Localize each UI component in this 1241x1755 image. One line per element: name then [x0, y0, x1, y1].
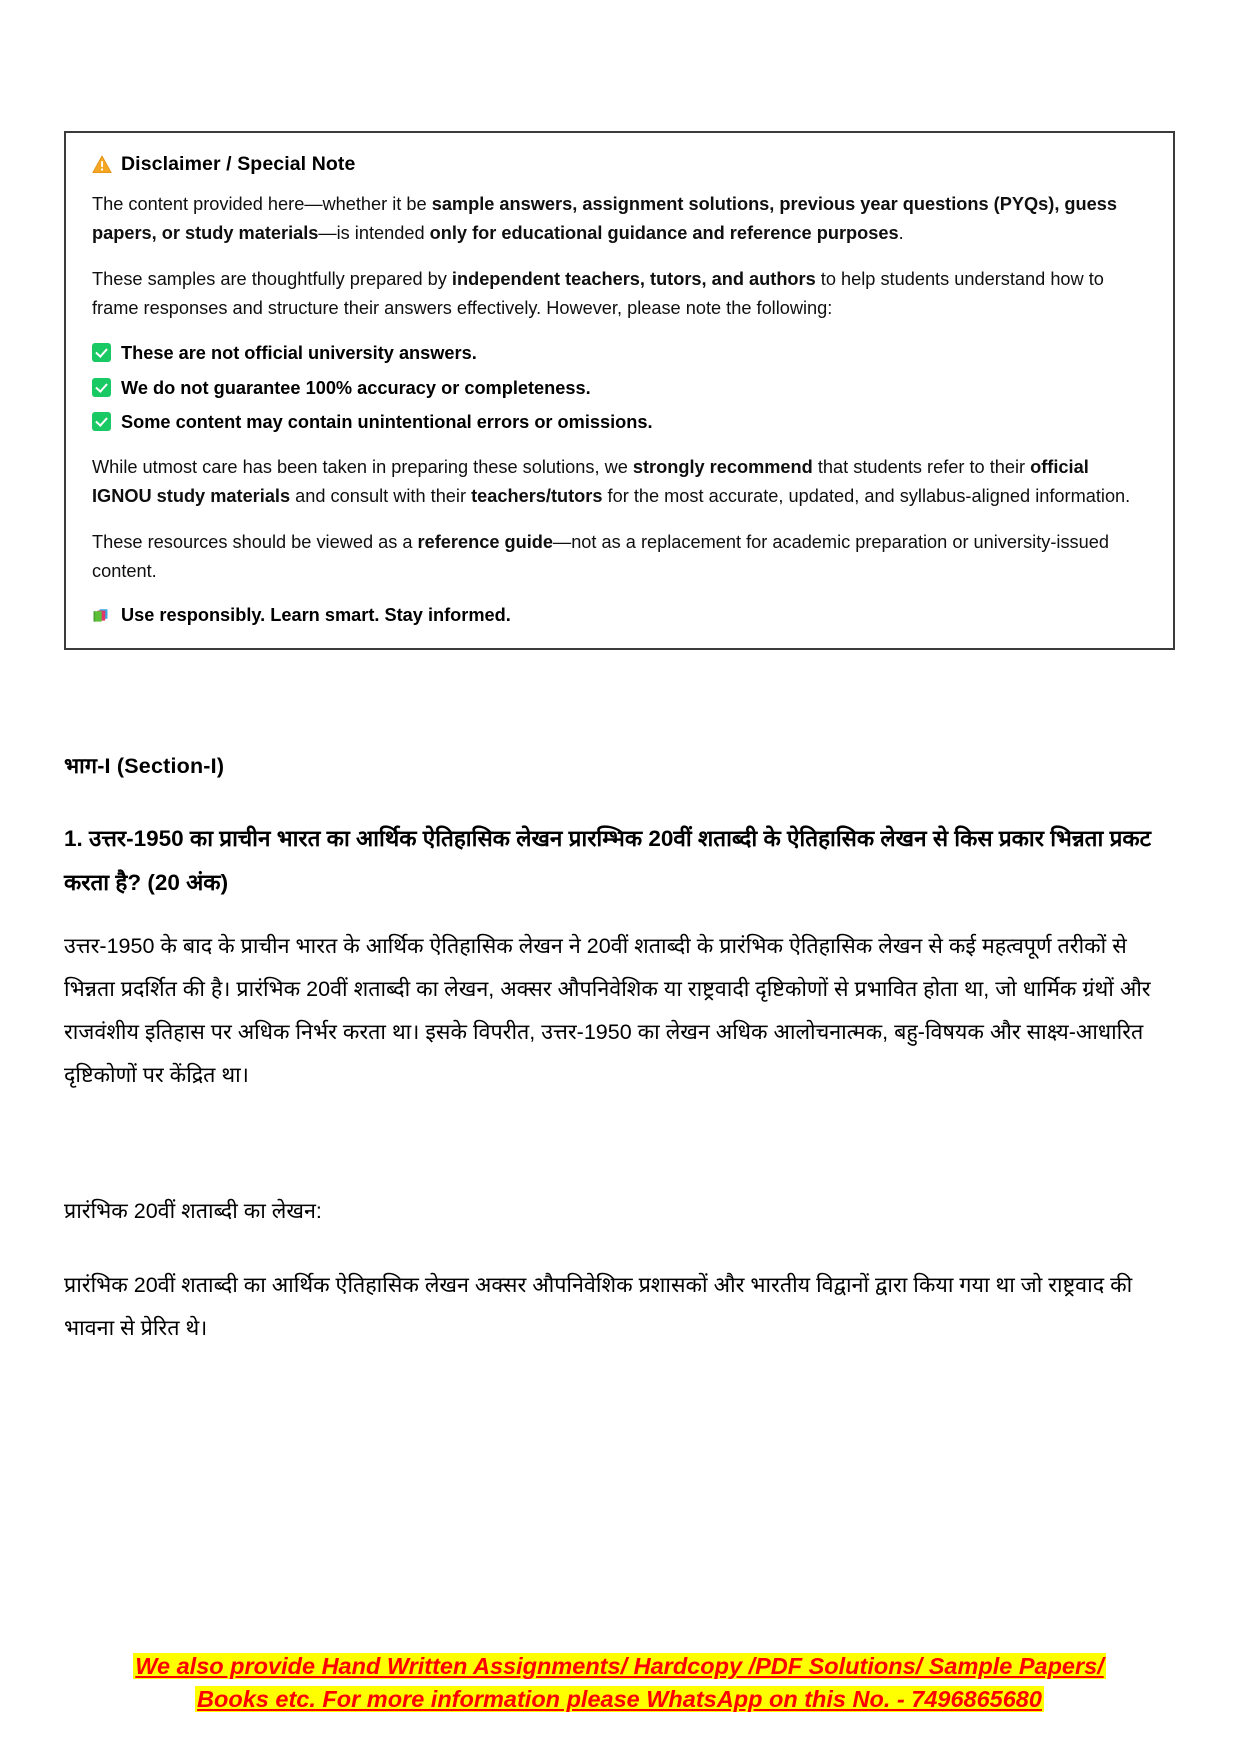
- section-heading: भाग-I (Section-I): [64, 754, 225, 778]
- disclaimer-paragraph-2: [92, 265, 1147, 324]
- disclaimer-paragraph-3: [92, 453, 1147, 512]
- disclaimer-title-text: Disclaimer / Special Note: [121, 153, 356, 175]
- p3-seg4: for the most accurate, updated, and syllabus-aligned information.: [602, 486, 1131, 507]
- list-item: [92, 375, 1147, 403]
- promo-banner-line-1: [64, 1650, 1175, 1683]
- p1-seg1: The content provided here—whether it be: [92, 194, 432, 214]
- p1-bold1: sample answers, assignment solutions, previous year questions (PYQs), guess papers, or study materials: [92, 194, 1117, 244]
- p3-bold2: official IGNOU study materials: [92, 456, 1089, 507]
- disclaimer-box: [64, 131, 1175, 650]
- p4-seg1: These resources should be viewed as a: [92, 531, 418, 552]
- list-item: [92, 409, 1147, 437]
- question-number: 1.: [64, 826, 83, 851]
- check-mark-icon: [92, 412, 111, 431]
- books-icon: [92, 606, 112, 625]
- p2-seg2: to help students understand how to frame responses and structure their answers effectively. However, please note the following:: [92, 268, 1104, 319]
- promo-banner-text-2: Books etc. For more information please WhatsApp on this No. - 7496865680: [197, 1686, 1042, 1713]
- p1-seg2: —is intended: [318, 223, 430, 244]
- checklist-label: Some content may contain unintentional errors or omissions.: [121, 412, 653, 433]
- promo-banner-text-1: We also provide Hand Written Assignments/ Hardcopy /PDF Solutions/ Sample Papers/: [135, 1653, 1104, 1679]
- warning-triangle-icon: [92, 155, 112, 174]
- question-marks-close: ): [220, 869, 229, 895]
- disclaimer-closing-text: Use responsibly. Learn smart. Stay informed.: [121, 604, 511, 625]
- disclaimer-paragraph-1: [92, 190, 1147, 249]
- p3-bold1: strongly recommend: [632, 456, 813, 477]
- p2-seg1: These samples are thoughtfully prepared by: [92, 268, 452, 289]
- p4-bold1: reference guide: [417, 531, 553, 552]
- p3-seg2: that students refer to their: [812, 456, 1031, 477]
- answer-subheading-1: प्रारंभिक 20वीं शताब्दी का लेखन:: [64, 1199, 322, 1223]
- list-item: [92, 340, 1147, 368]
- p3-seg1: While utmost care has been taken in preparing these solutions, we: [92, 456, 633, 477]
- disclaimer-paragraph-4: [92, 528, 1147, 587]
- promo-banner-line-2: [64, 1683, 1175, 1716]
- question-text: उत्तर-1950 का प्राचीन भारत का आर्थिक ऐतिहासिक लेखन प्रारम्भिक 20वीं शताब्दी के ऐतिहासिक लेखन से किस प्रकार भिन्नता प्रकट करता है? (20 अंक: [64, 826, 1152, 895]
- p3-seg3: and consult with their: [290, 486, 472, 507]
- check-mark-icon: [92, 343, 111, 362]
- p1-seg3: .: [898, 223, 904, 244]
- promo-banner: [64, 1650, 1175, 1717]
- question-heading: [64, 817, 1174, 905]
- disclaimer-checklist: [92, 340, 1147, 437]
- checklist-label: These are not official university answers.: [121, 342, 477, 363]
- p4-seg2: —not as a replacement for academic preparation or university-issued content.: [92, 531, 1109, 582]
- checklist-label: We do not guarantee 100% accuracy or completeness.: [121, 377, 591, 398]
- check-mark-icon: [92, 378, 111, 397]
- disclaimer-title-row: [92, 153, 1147, 176]
- answer-paragraph-1: उत्तर-1950 के बाद के प्राचीन भारत के आर्थिक ऐतिहासिक लेखन ने 20वीं शताब्दी के प्रारंभिक ऐतिहासिक लेखन से कई महत्वपूर्ण तरीकों से भिन्नता प्रदर्शित की है। प्रारंभिक 20वीं शताब्दी का लेखन, अक्सर औपनिवेशिक या राष्ट्रवादी दृष्टिकोणों से प्रभावित होता था, जो धार्मिक ग्रंथों और राजवंशीय इतिहास पर अधिक निर्भर करता था। इसके विपरीत, उत्तर-1950 का लेखन अधिक आलोचनात्मक, बहु-विषयक और साक्ष्य-आधारित दृष्टिकोणों पर केंद्रित था।: [64, 934, 1151, 1087]
- p1-bold2: only for educational guidance and reference purposes: [429, 223, 899, 244]
- disclaimer-closing-row: [92, 605, 1147, 626]
- answer-paragraph-2: प्रारंभिक 20वीं शताब्दी का आर्थिक ऐतिहासिक लेखन अक्सर औपनिवेशिक प्रशासकों और भारतीय विद्वानों द्वारा किया गया था जो राष्ट्रवाद की भावना से प्रेरित थे।: [64, 1273, 1133, 1340]
- p2-bold1: independent teachers, tutors, and authors: [451, 268, 816, 289]
- p3-bold3: teachers/tutors: [471, 486, 603, 507]
